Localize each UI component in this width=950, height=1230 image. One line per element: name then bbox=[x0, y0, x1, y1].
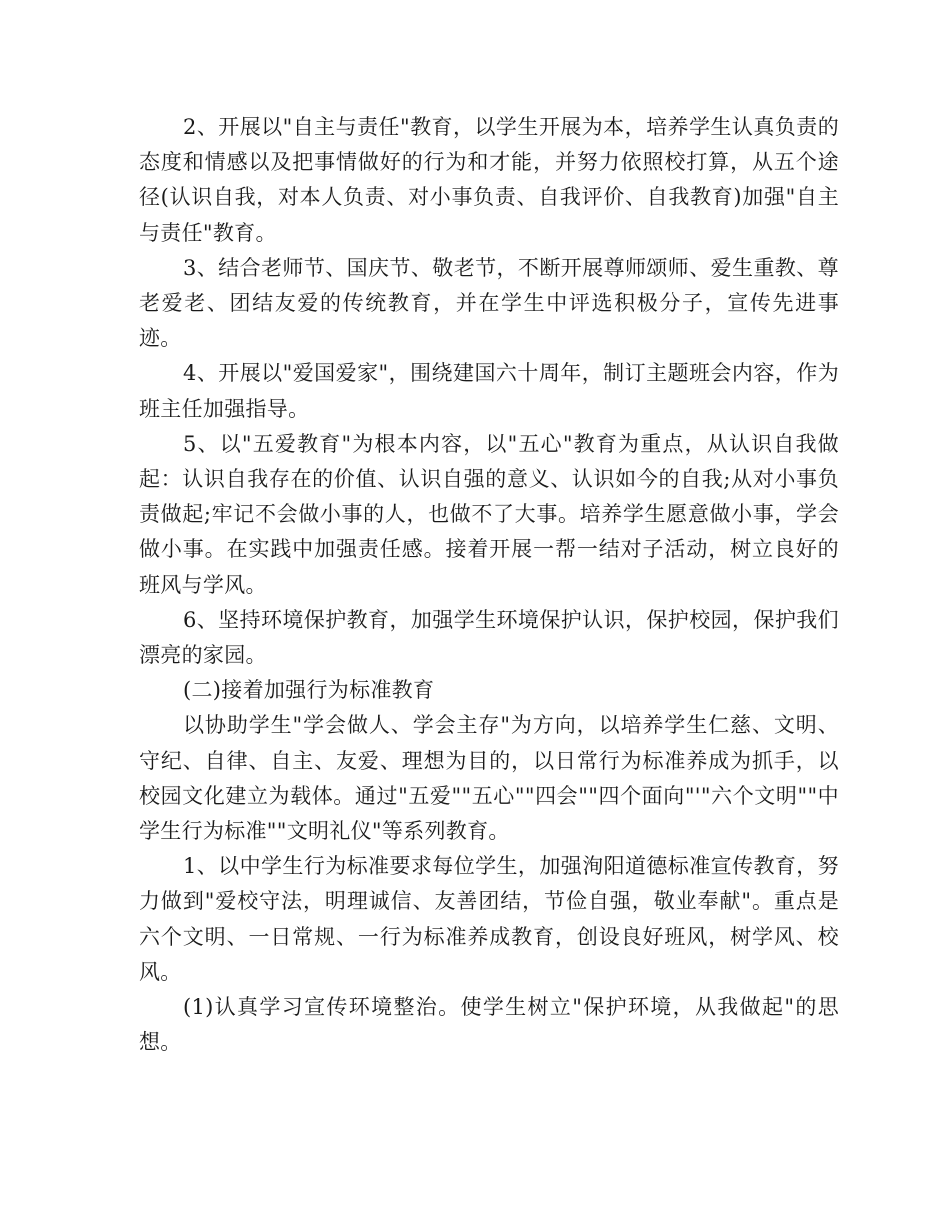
paragraph-item-3: 3、结合老师节、国庆节、敬老节，不断开展尊师颂师、爱生重教、尊老爱老、团结友爱的传统教育，并在学生中评选积极分子，宣传先进事迹。 bbox=[139, 255, 839, 351]
document-body bbox=[139, 110, 839, 1060]
paragraph-item-4: 4、开展以"爱国爱家"，围绕建国六十周年，制订主题班会内容，作为班主任加强指导。 bbox=[139, 361, 839, 421]
paragraph-section-intro: 以协助学生"学会做人、学会主存"为方向，以培养学生仁慈、文明、守纪、自律、自主、友爱、理想为目的，以日常行为标准养成为抓手，以校园文化建立为载体。通过"五爱""五心""四会""四个面向"'"六个文明""中学生行为标准""文明礼仪"等系列教育。 bbox=[139, 713, 839, 844]
paragraph-item-5: 5、以"五爱教育"为根本内容，以"五心"教育为重点，从认识自我做起：认识自我存在的价值、认识自强的意义、认识如今的自我;从对小事负责做起;牢记不会做小事的人，也做不了大事。培养学生愿意做小事，学会做小事。在实践中加强责任感。接着开展一帮一结对子活动，树立良好的班风与学风。 bbox=[139, 431, 839, 597]
paragraph-item-1: 1、以中学生行为标准要求每位学生，加强洵阳道德标准宣传教育，努力做到"爱校守法，明理诚信、友善团结，节俭自强，敬业奉献"。重点是六个文明、一日常规、一行为标准养成教育，创设良好班风，树学风、校风。 bbox=[139, 854, 839, 984]
paragraph-subitem-1: (1)认真学习宣传环境整治。使学生树立"保护环境，从我做起"的思想。 bbox=[139, 995, 839, 1055]
section-heading-behavior-standards: (二)接着加强行为标准教育 bbox=[183, 678, 435, 703]
paragraph-item-6: 6、坚持环境保护教育，加强学生环境保护认识，保护校园，保护我们漂亮的家园。 bbox=[139, 607, 839, 668]
paragraph-item-2: 2、开展以"自主与责任"教育，以学生开展为本，培养学生认真负责的态度和情感以及把事情做好的行为和才能，并努力依照校打算，从五个途径(认识自我，对本人负责、对小事负责、自我评价、自我教育)加强"自主与责任"教育。 bbox=[139, 115, 839, 245]
